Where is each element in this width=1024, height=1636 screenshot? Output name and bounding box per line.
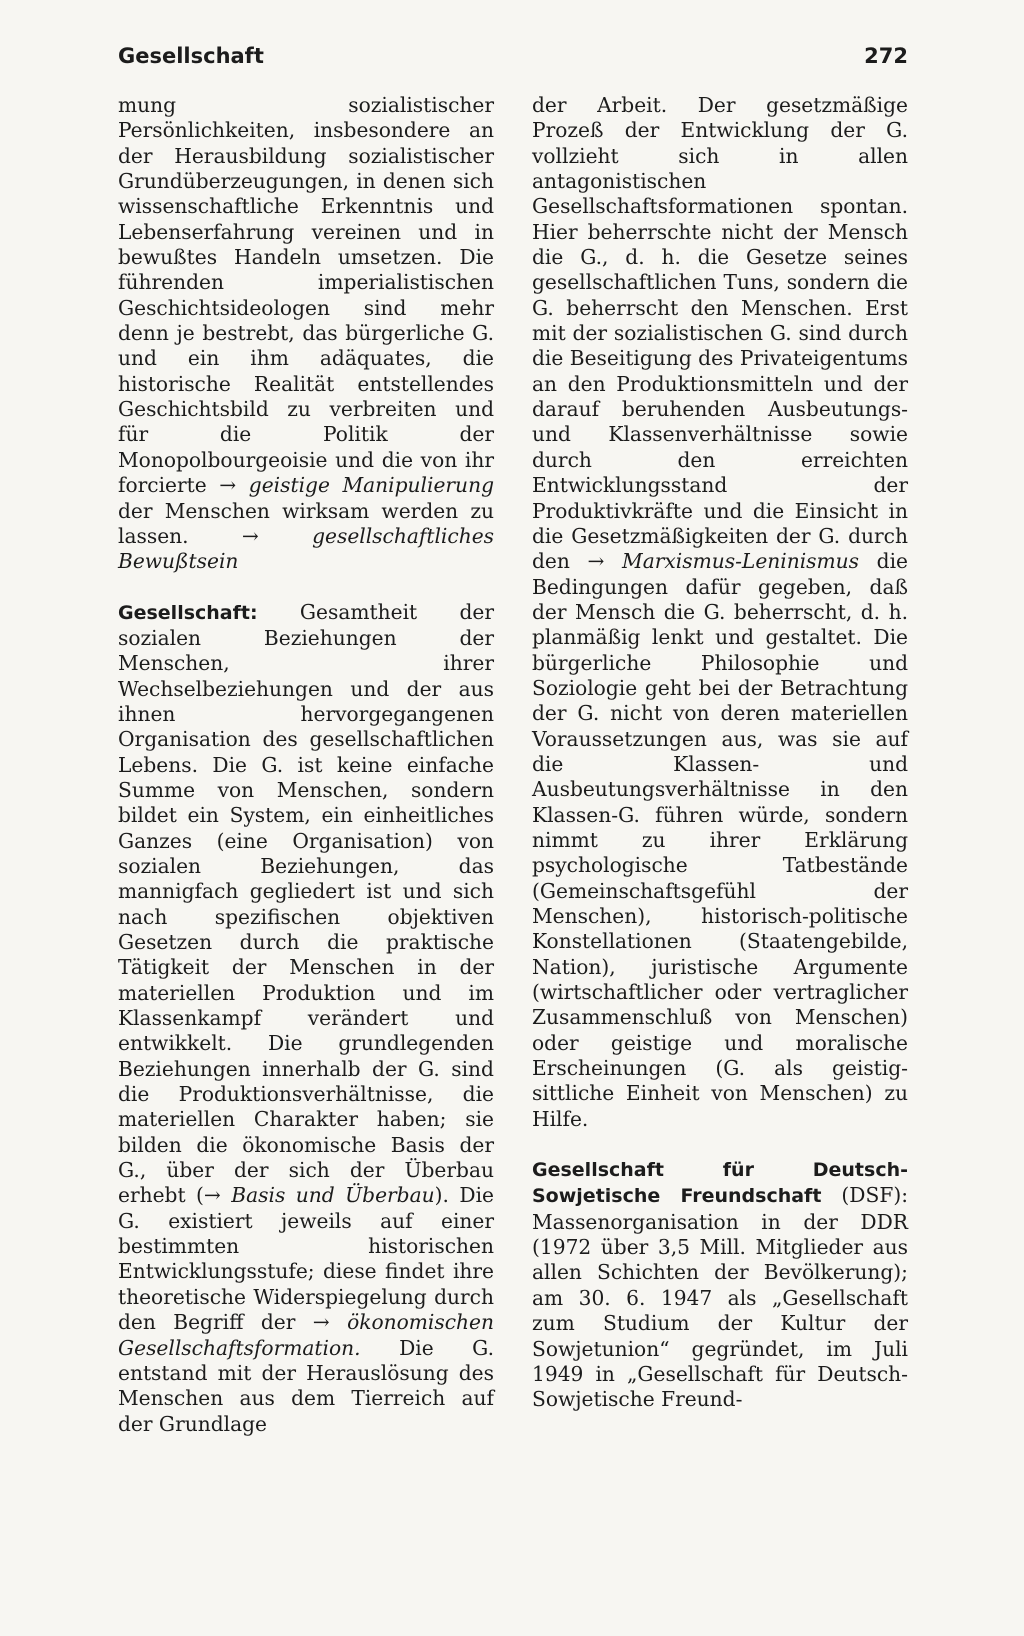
text-run: Gesamtheit der sozialen Beziehungen der Menschen, ihrer Wechselbeziehungen und der aus ihnen hervorgegangenen Organisation des gesellschaftlichen Lebens. Die G. ist keine einfache Summe von Menschen, sondern bildet ein System, ein einheitliches Ganzes (eine Organisation) von sozialen Beziehungen, das mannigfach gegliedert ist und sich nach spezifischen objektiven Gesetzen durch die praktische Tätigkeit der Menschen in der materiellen Produktion und im Klassenkampf verändert und entwikkelt. Die grundlegenden Beziehungen innerhalb der G. sind die Produktionsverhältnisse, die materiellen Charakter haben; sie bilden die ökonomische Basis der G., über der sich der Überbau erhebt (→ <box>118 599 494 1208</box>
cross-reference: geistige Manipulierung <box>248 473 494 498</box>
cross-reference: gesellschaftliches Bewußtsein <box>118 523 494 574</box>
cross-reference: ökonomischen Gesellschaftsformation. <box>118 1310 494 1360</box>
running-head-title: Gesellschaft <box>118 44 264 68</box>
right-column <box>532 93 908 1413</box>
dictionary-entry <box>118 600 494 1437</box>
text-run: ). Die G. existiert jeweils auf einer bestimmten historischen Entwicklungsstufe; diese findet ihre theoretische Widerspiegelung durch den Begriff der → <box>118 1183 494 1335</box>
dictionary-entry <box>532 1157 908 1412</box>
continued-paragraph <box>532 93 908 1132</box>
text-run: die Bedingungen dafür gegeben, daß der Mensch die G. beherrscht, d. h. planmäßig lenkt und gestaltet. Die bürgerliche Philosophie und Soziologie geht bei der Betrachtung der G. nicht von deren materiellen Voraussetzungen aus, was sie auf die Klassen- und Ausbeutungsverhältnisse in den Klassen-G. führen würde, sondern nimmt zu ihrer Erklärung psychologische Tatbestände (Gemeinschaftsgefühl der Menschen), historisch-politische Konstellationen (Staatengebilde, Nation), juristische Argumente (wirtschaftlicher oder vertraglicher Zusammenschluß von Menschen) oder geistige und moralische Erscheinungen (G. als geistig-sittliche Einheit von Menschen) zu Hilfe. <box>532 549 909 1131</box>
text-run: der Arbeit. Der gesetzmäßige Prozeß der Entwicklung der G. vollzieht sich in allen antagonistischen Gesellschaftsformationen spontan. Hier beherrschte nicht der Mensch die G., d. h. die Gesetze seines gesellschaftlichen Tuns, sondern die G. beherrscht den Menschen. Erst mit der sozialistischen G. sind durch die Beseitigung des Privateigentums an den Produktionsmitteln und der darauf beruhenden Ausbeutungs- und Klassenverhältnisse sowie durch den erreichten Entwicklungsstand der Produktivkräfte und die Einsicht in die Gesetzmäßigkeiten der G. durch den → <box>532 93 908 574</box>
text-run: der Menschen wirksam werden zu lassen. → <box>118 498 494 548</box>
entry-headword: Gesellschaft: <box>118 601 258 624</box>
page-header <box>118 44 908 80</box>
text-run: mung sozialistischer Persönlichkeiten, insbesondere an der Herausbildung sozialistischer Grundüberzeugungen, in denen sich wissenschaftliche Erkenntnis und Lebenserfahrung vereinen und in bewußtes Handeln umsetzen. Die führenden imperialistischen Geschichtsideologen sind mehr denn je bestrebt, das bürgerliche G. und ein ihm adäquates, die historische Realität entstellendes Geschichtsbild zu verbreiten und für die Politik der Monopolbourgeoisie und die von ihr forcierte → <box>118 93 494 498</box>
cross-reference: Marxismus-Leninismus <box>622 549 860 574</box>
text-run: (DSF): Massenorganisation in der DDR (1972 über 3,5 Mill. Mitglieder aus allen Schichten der Bevölkerung); am 30. 6. 1947 als „Gesellschaft zum Studium der Kultur der Sowjetunion“ gegründet, im Juli 1949 in „Gesellschaft für Deutsch-Sowjetische Freund- <box>532 1183 909 1412</box>
cross-reference: Basis und Überbau <box>231 1183 435 1208</box>
continued-paragraph <box>118 93 494 575</box>
page-number: 272 <box>864 44 908 68</box>
text-run: Die G. entstand mit der Herauslösung des Menschen aus dem Tierreich auf der Grundlage <box>118 1335 494 1436</box>
entry-headword: Gesellschaft für Deutsch-Sowjetische Freundschaft <box>532 1159 908 1208</box>
left-column <box>118 93 494 1437</box>
